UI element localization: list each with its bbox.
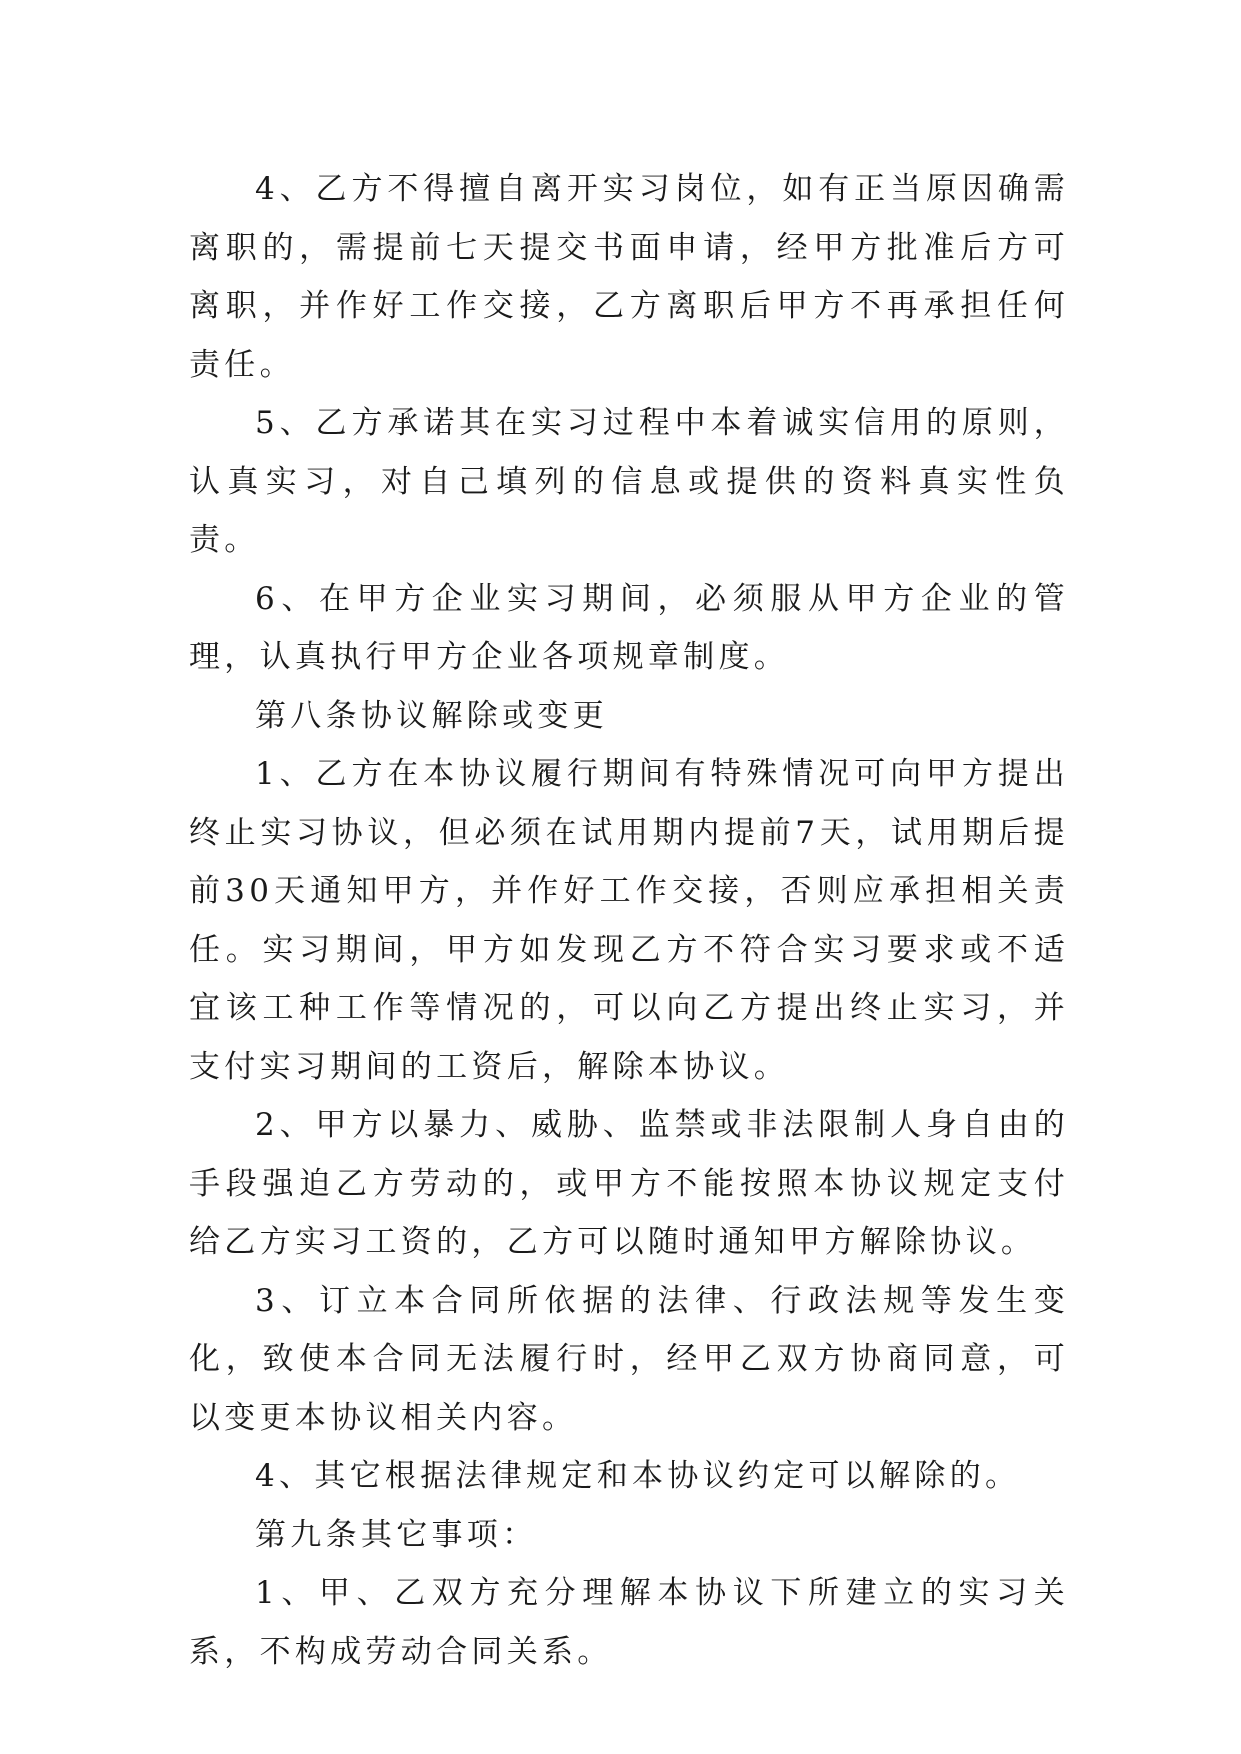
- clause-8-item-1: 1、乙方在本协议履行期间有特殊情况可向甲方提出终止实习协议，但必须在试用期内提前7天，试用期后提前30天通知甲方，并作好工作交接，否则应承担相关责任。实习期间，甲方如发现乙方不符合实习要求或不适宜该工种工作等情况的，可以向乙方提出终止实习，并支付实习期间的工资后，解除本协议。: [189, 756, 1069, 1085]
- document-body: [189, 160, 1069, 1681]
- clause-9-item-1: 1、甲、乙双方充分理解本协议下所建立的实习关系，不构成劳动合同关系。: [189, 1575, 1069, 1670]
- clause-8-item-3: 3、订立本合同所依据的法律、行政法规等发生变化，致使本合同无法履行时，经甲乙双方协商同意，可以变更本协议相关内容。: [189, 1282, 1069, 1436]
- clause-7-item-6: 6、在甲方企业实习期间，必须服从甲方企业的管理，认真执行甲方企业各项规章制度。: [189, 580, 1069, 675]
- clause-8-item-2: 2、甲方以暴力、威胁、监禁或非法限制人身自由的手段强迫乙方劳动的，或甲方不能按照本协议规定支付给乙方实习工资的，乙方可以随时通知甲方解除协议。: [189, 1107, 1069, 1260]
- clause-9-heading: 第九条其它事项：: [255, 1516, 538, 1553]
- clause-8-heading: 第八条协议解除或变更: [255, 697, 608, 734]
- clause-7-item-4: 4、乙方不得擅自离开实习岗位，如有正当原因确需离职的，需提前七天提交书面申请，经甲方批准后方可离职，并作好工作交接，乙方离职后甲方不再承担任何责任。: [189, 171, 1069, 383]
- clause-7-item-5: 5、乙方承诺其在实习过程中本着诚实信用的原则，认真实习，对自己填列的信息或提供的资料真实性负责。: [189, 405, 1069, 558]
- clause-8-item-4: 4、其它根据法律规定和本协议约定可以解除的。: [255, 1458, 1021, 1494]
